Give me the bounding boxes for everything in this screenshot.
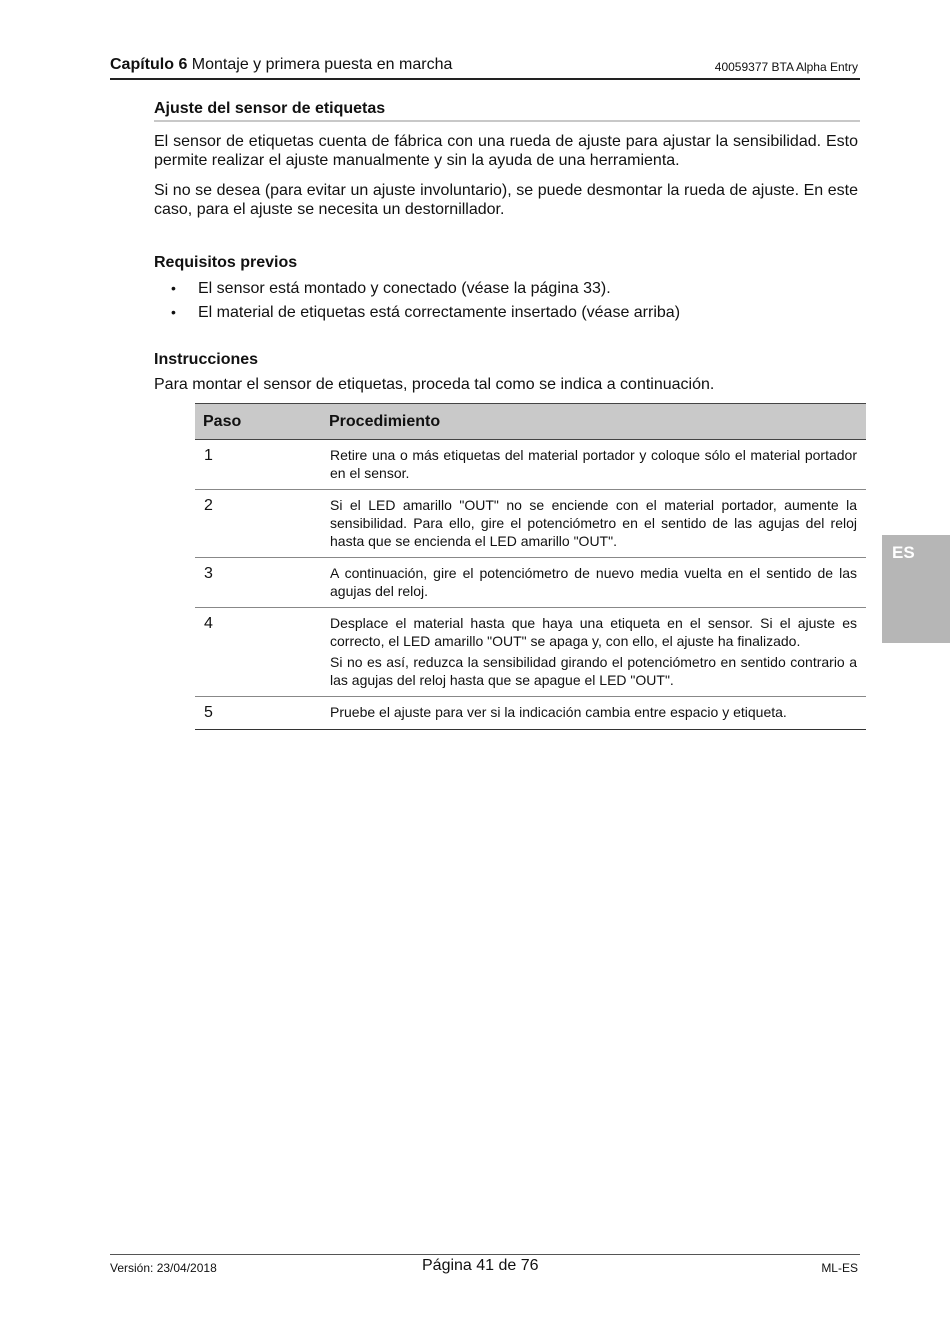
step-number: 2 — [195, 490, 321, 558]
table-row — [195, 490, 866, 558]
page-number: Página 41 de 76 — [422, 1257, 539, 1274]
step-number: 5 — [195, 697, 321, 730]
list-item-text: El material de etiquetas está correctamente insertado (véase arriba) — [198, 304, 681, 321]
list-item — [154, 303, 858, 322]
page-header — [110, 56, 860, 80]
list-item — [154, 279, 858, 298]
step-procedure — [321, 558, 866, 608]
procedure-text: Pruebe el ajuste para ver si la indicación cambia entre espacio y etiqueta. — [330, 704, 787, 720]
step-procedure — [321, 440, 866, 490]
document-reference: 40059377 BTA Alpha Entry — [714, 60, 858, 74]
table-header-row — [195, 404, 866, 440]
requisites-list — [154, 279, 858, 327]
table-row — [195, 558, 866, 608]
version-date: Versión: 23/04/2018 — [110, 1261, 217, 1275]
instructions-heading: Instrucciones — [154, 351, 259, 368]
step-number: 4 — [195, 608, 321, 697]
bullet-icon: • — [171, 280, 176, 296]
language-tab: ES — [882, 535, 950, 643]
procedure-text: A continuación, gire el potenciómetro de nuevo media vuelta en el sentido de las agujas del reloj. — [330, 565, 857, 599]
procedure-text: Desplace el material hasta que haya una etiqueta en el sensor. Si el ajuste es correcto, el LED amarillo "OUT" se apaga y, con ello, el ajuste ha finalizado. — [330, 615, 857, 649]
procedure-text: Retire una o más etiquetas del material portador y coloque sólo el material portador en el sensor. — [330, 447, 857, 481]
table-row — [195, 697, 866, 730]
section-title: Ajuste del sensor de etiquetas — [154, 100, 860, 122]
page-footer — [110, 1254, 860, 1279]
chapter-heading — [110, 56, 452, 74]
table-row — [195, 440, 866, 490]
bullet-icon: • — [171, 304, 176, 320]
step-number: 3 — [195, 558, 321, 608]
requisites-heading: Requisitos previos — [154, 254, 298, 271]
step-procedure — [321, 490, 866, 558]
chapter-title: Montaje y primera puesta en marcha — [191, 56, 453, 73]
list-item-text: El sensor está montado y conectado (véase la página 33). — [198, 280, 611, 297]
instructions-intro: Para montar el sensor de etiquetas, proceda tal como se indica a continuación. — [154, 376, 715, 393]
column-header-step: Paso — [195, 404, 321, 440]
note-paragraph: Si no se desea (para evitar un ajuste involuntario), se puede desmontar la rueda de ajuste. En este caso, para el ajuste se necesita un destornillador. — [154, 182, 858, 218]
step-procedure — [321, 608, 866, 697]
document-code: ML-ES — [821, 1261, 858, 1275]
step-procedure — [321, 697, 866, 730]
table-row — [195, 608, 866, 697]
chapter-number: Capítulo 6 — [110, 56, 188, 73]
step-number: 1 — [195, 440, 321, 490]
intro-paragraph: El sensor de etiquetas cuenta de fábrica con una rueda de ajuste para ajustar la sensibilidad. Esto permite realizar el ajuste manualmente y sin la ayuda de una herramienta. — [154, 133, 858, 169]
procedure-text: Si el LED amarillo "OUT" no se enciende con el material portador, aumente la sensibilidad. Para ello, gire el potenciómetro en el sentido de las agujas del reloj hasta que se encienda el LED amarillo "OUT". — [330, 497, 857, 549]
procedure-table — [195, 403, 866, 730]
procedure-text: Si no es así, reduzca la sensibilidad girando el potenciómetro en sentido contrario a las agujas del reloj hasta que se apague el LED "OUT". — [330, 654, 857, 688]
column-header-procedure: Procedimiento — [321, 404, 866, 440]
